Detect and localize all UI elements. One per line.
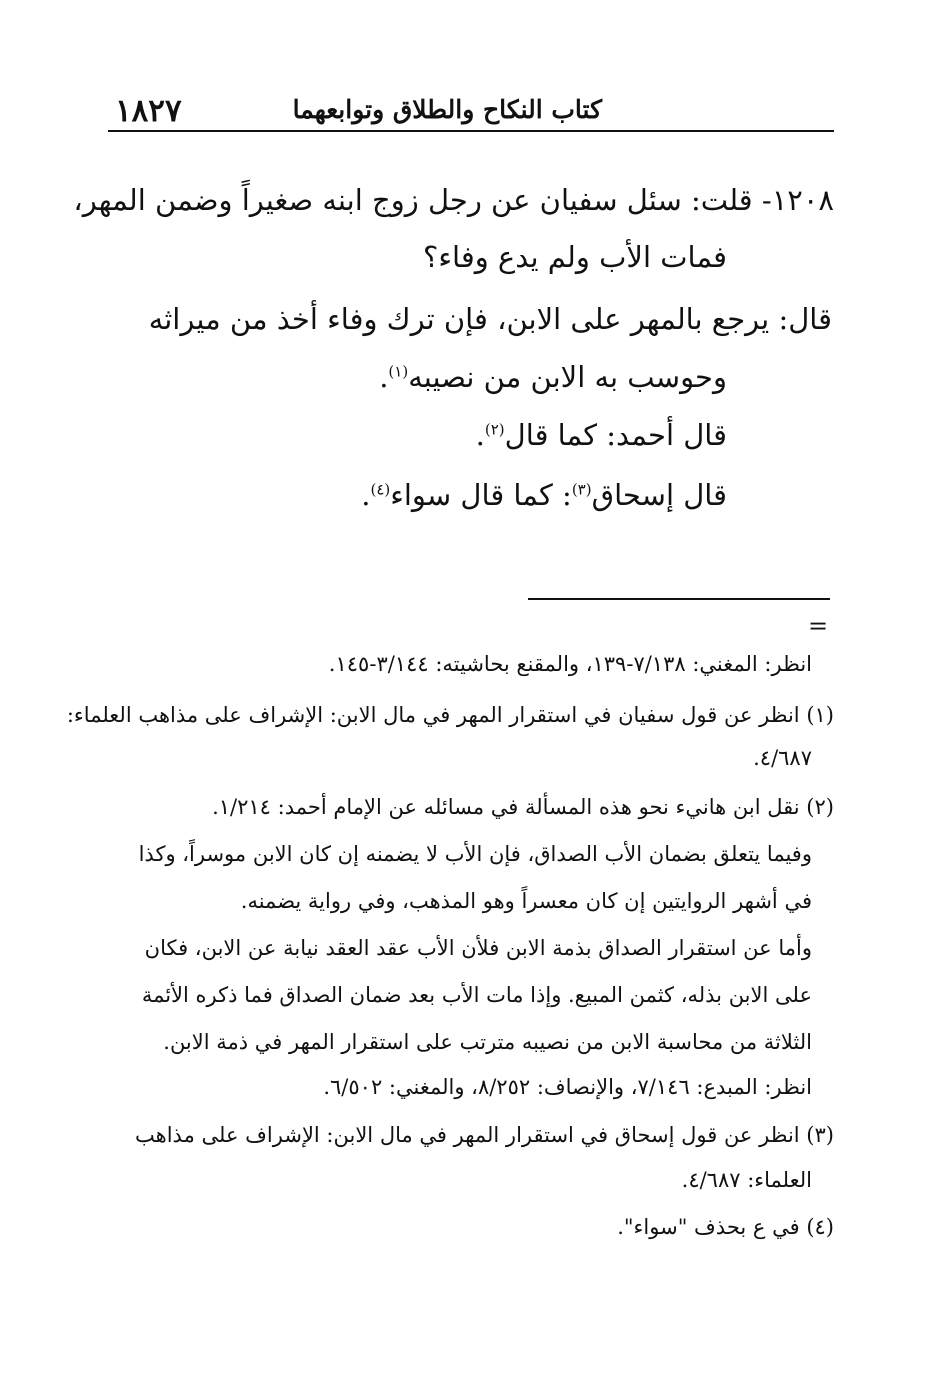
answer-sufyan-end: . — [379, 360, 389, 394]
continuation-mark: = — [808, 612, 829, 640]
footnote-2-line-6: الثلاثة من محاسبة الابن من نصيبه مترتب على استقرار المهر في ذمة الابن. — [163, 1030, 812, 1054]
answer-ahmad — [476, 418, 727, 452]
answer-ahmad-text: قال أحمد: كما قال — [504, 418, 727, 452]
footnote-1-line-1: (١) انظر عن قول سفيان في استقرار المهر في مال الابن: الإشراف على مذاهب العلماء: — [66, 703, 834, 727]
footnote-3-line-2: العلماء: ٤/٦٨٧. — [681, 1168, 812, 1192]
issue-1208-line-1: ١٢٠٨- قلت: سئل سفيان عن رجل زوج ابنه صغيراً وضمن المهر، — [73, 183, 834, 217]
answer-ishaq — [361, 478, 727, 512]
footnote-continuation: انظر: المغني: ٧/١٣٨-١٣٩، والمقنع بحاشيته: ٣/١٤٤-١٤٥. — [328, 652, 812, 676]
footnote-ref-1: (١) — [388, 362, 409, 381]
footnote-2-line-3: في أشهر الروايتين إن كان معسراً وهو المذهب، وفي رواية يضمنه. — [240, 889, 812, 913]
answer-sufyan-line-2 — [379, 360, 727, 394]
footnote-3-line-1: (٣) انظر عن قول إسحاق في استقرار المهر في مال الابن: الإشراف على مذاهب — [135, 1123, 834, 1147]
answer-sufyan-line-1: قال: يرجع بالمهر على الابن، فإن ترك وفاء أخذ من ميراثه — [148, 302, 832, 336]
footnote-2-line-7: انظر: المبدع: ٧/١٤٦، والإنصاف: ٨/٢٥٢، والمغني: ٦/٥٠٢. — [323, 1075, 812, 1099]
footnote-ref-2: (٢) — [484, 420, 505, 439]
footnote-2-line-1: (٢) نقل ابن هانيء نحو هذه المسألة في مسائله عن الإمام أحمد: ١/٢١٤. — [212, 795, 834, 819]
answer-sufyan-text: وحوسب به الابن من نصيبه — [408, 360, 727, 394]
header-rule — [108, 130, 834, 132]
footnote-2-line-5: على الابن بذله، كثمن المبيع. وإذا مات الأب بعد ضمان الصداق فما ذكره الأئمة — [141, 983, 812, 1007]
footnote-ref-3: (٣) — [571, 480, 592, 499]
running-header-title: كتاب النكاح والطلاق وتوابعهما — [292, 95, 602, 124]
footnote-ref-4: (٤) — [370, 480, 391, 499]
answer-ishaq-text-2: : كما قال سواء — [390, 478, 572, 512]
footnote-separator — [528, 598, 830, 600]
page-number: ١٨٢٧ — [115, 93, 182, 129]
answer-ahmad-end: . — [475, 418, 485, 452]
footnote-2-line-2: وفيما يتعلق بضمان الأب الصداق، فإن الأب لا يضمنه إن كان الابن موسراً، وكذا — [138, 842, 812, 866]
answer-ishaq-end: . — [361, 478, 371, 512]
footnote-2-line-4: وأما عن استقرار الصداق بذمة الابن فلأن الأب عقد العقد نيابة عن الابن، فكان — [144, 936, 812, 960]
answer-ishaq-text-1: قال إسحاق — [591, 478, 727, 512]
issue-1208-line-2: فمات الأب ولم يدع وفاء؟ — [422, 240, 727, 274]
footnote-4-line-1: (٤) في ع بحذف "سواء". — [617, 1215, 834, 1239]
footnote-1-line-2: ٤/٦٨٧. — [753, 746, 812, 770]
